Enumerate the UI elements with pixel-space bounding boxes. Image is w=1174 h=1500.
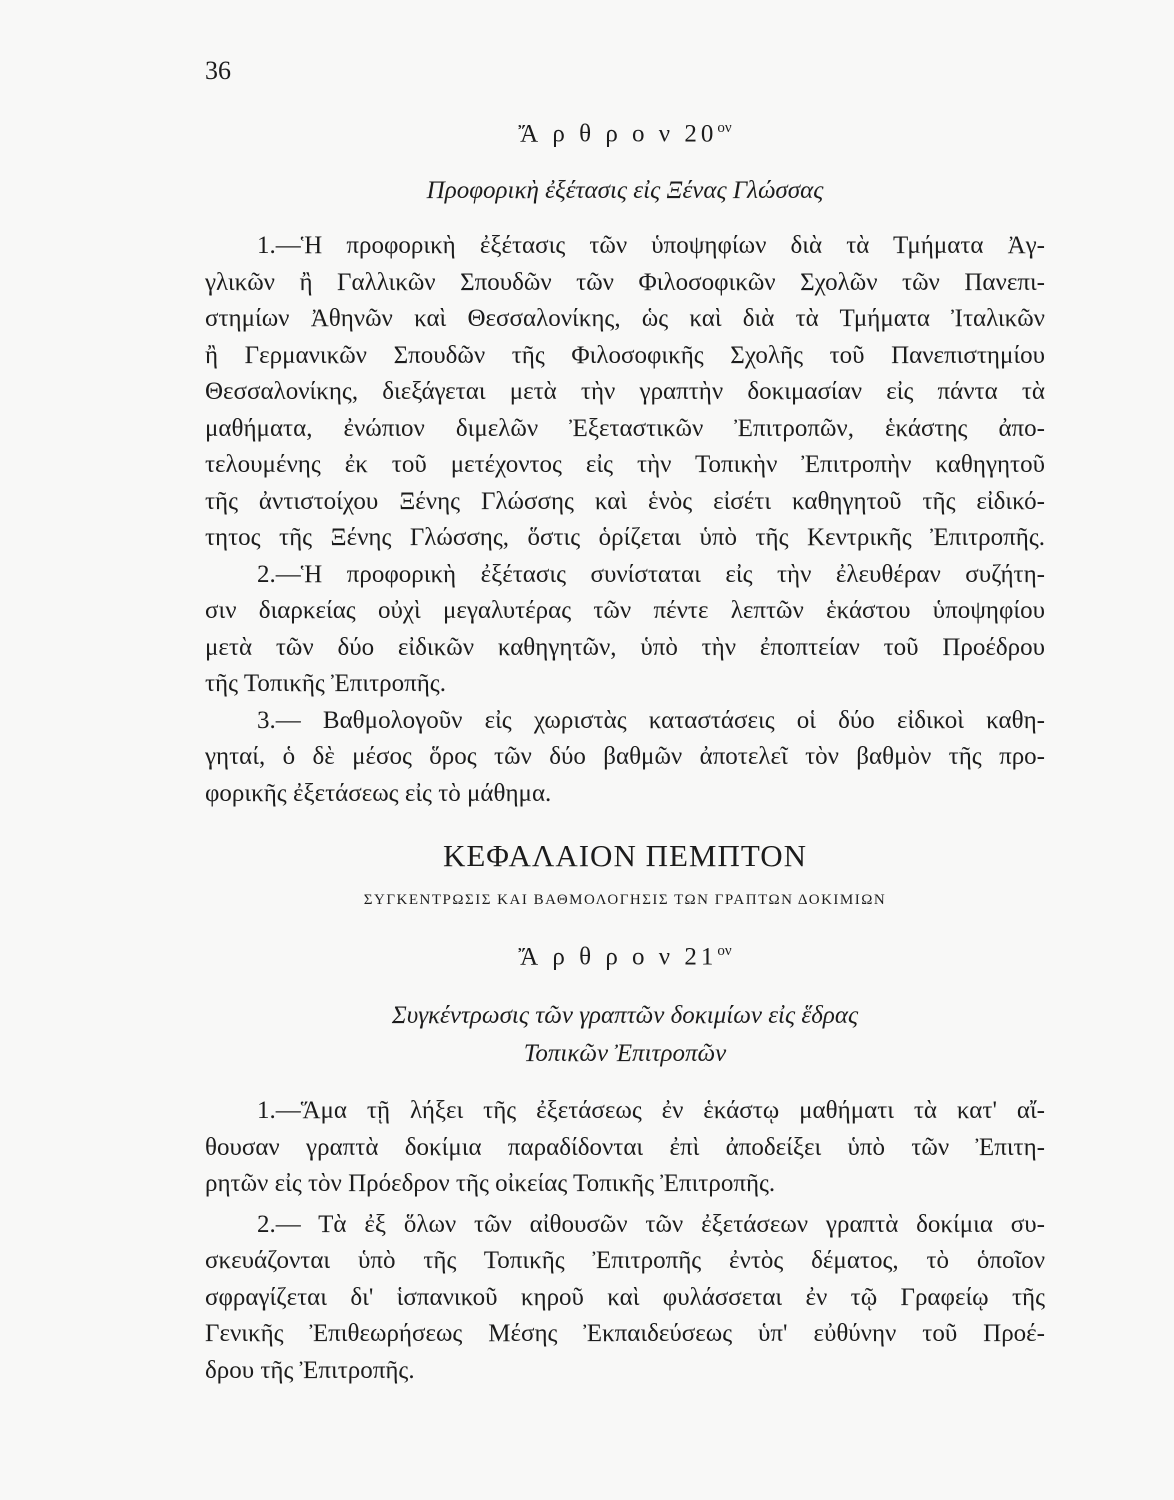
article-20-body (205, 228, 1045, 812)
text-line: 3.— Βαθμολογοῦν εἰς χωριστὰς καταστάσεις οἱ δύο εἰδικοὶ καθη- (257, 706, 1045, 734)
text-line: σφραγίζεται δι' ἱσπανικοῦ κηροῦ καὶ φυλάσσεται ἐν τῷ Γραφείῳ τῆς (205, 1283, 1045, 1311)
article-21-heading-main: Ἄ ρ θ ρ ο ν 21 (518, 943, 718, 971)
text-line: μαθήματα, ἐνώπιον διμελῶν Ἐξεταστικῶν Ἐπιτροπῶν, ἑκάστης ἀπο- (205, 414, 1045, 442)
text-line: 1.—Ἅμα τῇ λήξει τῆς ἐξετάσεως ἐν ἑκάστῳ μαθήματι τὰ κατ' αἴ- (257, 1097, 1045, 1124)
chapter-title: ΚΕΦΑΛΑΙΟΝ ΠΕΜΠΤΟΝ (442, 838, 808, 873)
text-line: Γενικῆς Ἐπιθεωρήσεως Μέσης Ἐκπαιδεύσεως ὑπ' εὐθύνην τοῦ Προέ- (205, 1320, 1045, 1347)
text-line: θουσαν γραπτὰ δοκίμια παραδίδονται ἐπὶ ἀποδείξει ὑπὸ τῶν Ἐπιτη- (205, 1133, 1045, 1161)
text-line: φορικῆς ἐξετάσεως εἰς τὸ μάθημα. (205, 779, 552, 807)
text-line: μετὰ τῶν δύο εἰδικῶν καθηγητῶν, ὑπὸ τὴν ἐποπτείαν τοῦ Προέδρου (205, 633, 1045, 661)
text-line: 2.— Τὰ ἐξ ὅλων τῶν αἰθουσῶν τῶν ἐξετάσεων γραπτὰ δοκίμια συ- (257, 1210, 1045, 1238)
article-21-heading-sup: ον (717, 943, 732, 959)
text-line: στημίων Ἀθηνῶν καὶ Θεσσαλονίκης, ὡς καὶ διὰ τὰ Τμήματα Ἰταλικῶν (205, 305, 1045, 332)
article-21-title-line1: Συγκέντρωσις τῶν γραπτῶν δοκιμίων εἰς ἕδρας (391, 1002, 859, 1029)
article-21-body (205, 1093, 1045, 1389)
text-line: ἢ Γερμανικῶν Σπουδῶν τῆς Φιλοσοφικῆς Σχολῆς τοῦ Πανεπιστημίου (205, 341, 1045, 369)
text-line: σιν διαρκείας οὐχὶ μεγαλυτέρας τῶν πέντε λεπτῶν ἑκάστου ὑποψηφίου (205, 597, 1045, 624)
text-line: ρητῶν εἰς τὸν Πρόεδρον τῆς οἰκείας Τοπικῆς Ἐπιτροπῆς. (205, 1170, 776, 1197)
chapter-subtitle: ΣΥΓΚΕΝΤΡΩΣΙΣ ΚΑΙ ΒΑΘΜΟΛΟΓΗΣΙΣ ΤΩΝ ΓΡΑΠΤΩΝ ΔΟΚΙΜΙΩΝ (363, 892, 887, 908)
article-20-heading-main: Ἄ ρ θ ρ ο ν 20 (518, 120, 718, 148)
text-line: δρου τῆς Ἐπιτροπῆς. (205, 1356, 415, 1384)
text-line: τητος τῆς Ξένης Γλώσσης, ὅστις ὁρίζεται ὑπὸ τῆς Κεντρικῆς Ἐπιτροπῆς. (205, 524, 1045, 551)
text-line: 1.—Ἡ προφορικὴ ἐξέτασις τῶν ὑποψηφίων διὰ τὰ Τμήματα Ἀγ- (257, 232, 1045, 259)
article-21-title-line2: Τοπικῶν Ἐπιτροπῶν (523, 1040, 727, 1067)
page-number: 36 (205, 56, 231, 85)
article-20-heading-sup: ον (717, 120, 732, 136)
article-20-title: Προφορικὴ ἐξέτασις εἰς Ξένας Γλώσσας (426, 177, 824, 204)
text-line: σκευάζονται ὑπὸ τῆς Τοπικῆς Ἐπιτροπῆς ἐντὸς δέματος, τὸ ὁποῖον (205, 1247, 1045, 1274)
article-20-heading (205, 120, 1045, 148)
text-line: τῆς ἀντιστοίχου Ξένης Γλώσσης καὶ ἑνὸς εἰσέτι καθηγητοῦ τῆς εἰδικό- (205, 487, 1045, 515)
text-line: τῆς Τοπικῆς Ἐπιτροπῆς. (205, 670, 446, 697)
text-line: Θεσσαλονίκης, διεξάγεται μετὰ τὴν γραπτὴν δοκιμασίαν εἰς πάντα τὰ (205, 378, 1045, 405)
text-line: γλικῶν ἢ Γαλλικῶν Σπουδῶν τῶν Φιλοσοφικῶν Σχολῶν τῶν Πανεπι- (205, 268, 1045, 296)
article-21-heading (205, 943, 1045, 971)
text-line: γηταί, ὁ δὲ μέσος ὅρος τῶν δύο βαθμῶν ἀποτελεῖ τὸν βαθμὸν τῆς προ- (205, 743, 1045, 770)
text-line: 2.—Ἡ προφορικὴ ἐξέτασις συνίσταται εἰς τὴν ἐλευθέραν συζήτη- (257, 560, 1045, 588)
text-line: τελουμένης ἐκ τοῦ μετέχοντος εἰς τὴν Τοπικὴν Ἐπιτροπὴν καθηγητοῦ (205, 451, 1045, 478)
